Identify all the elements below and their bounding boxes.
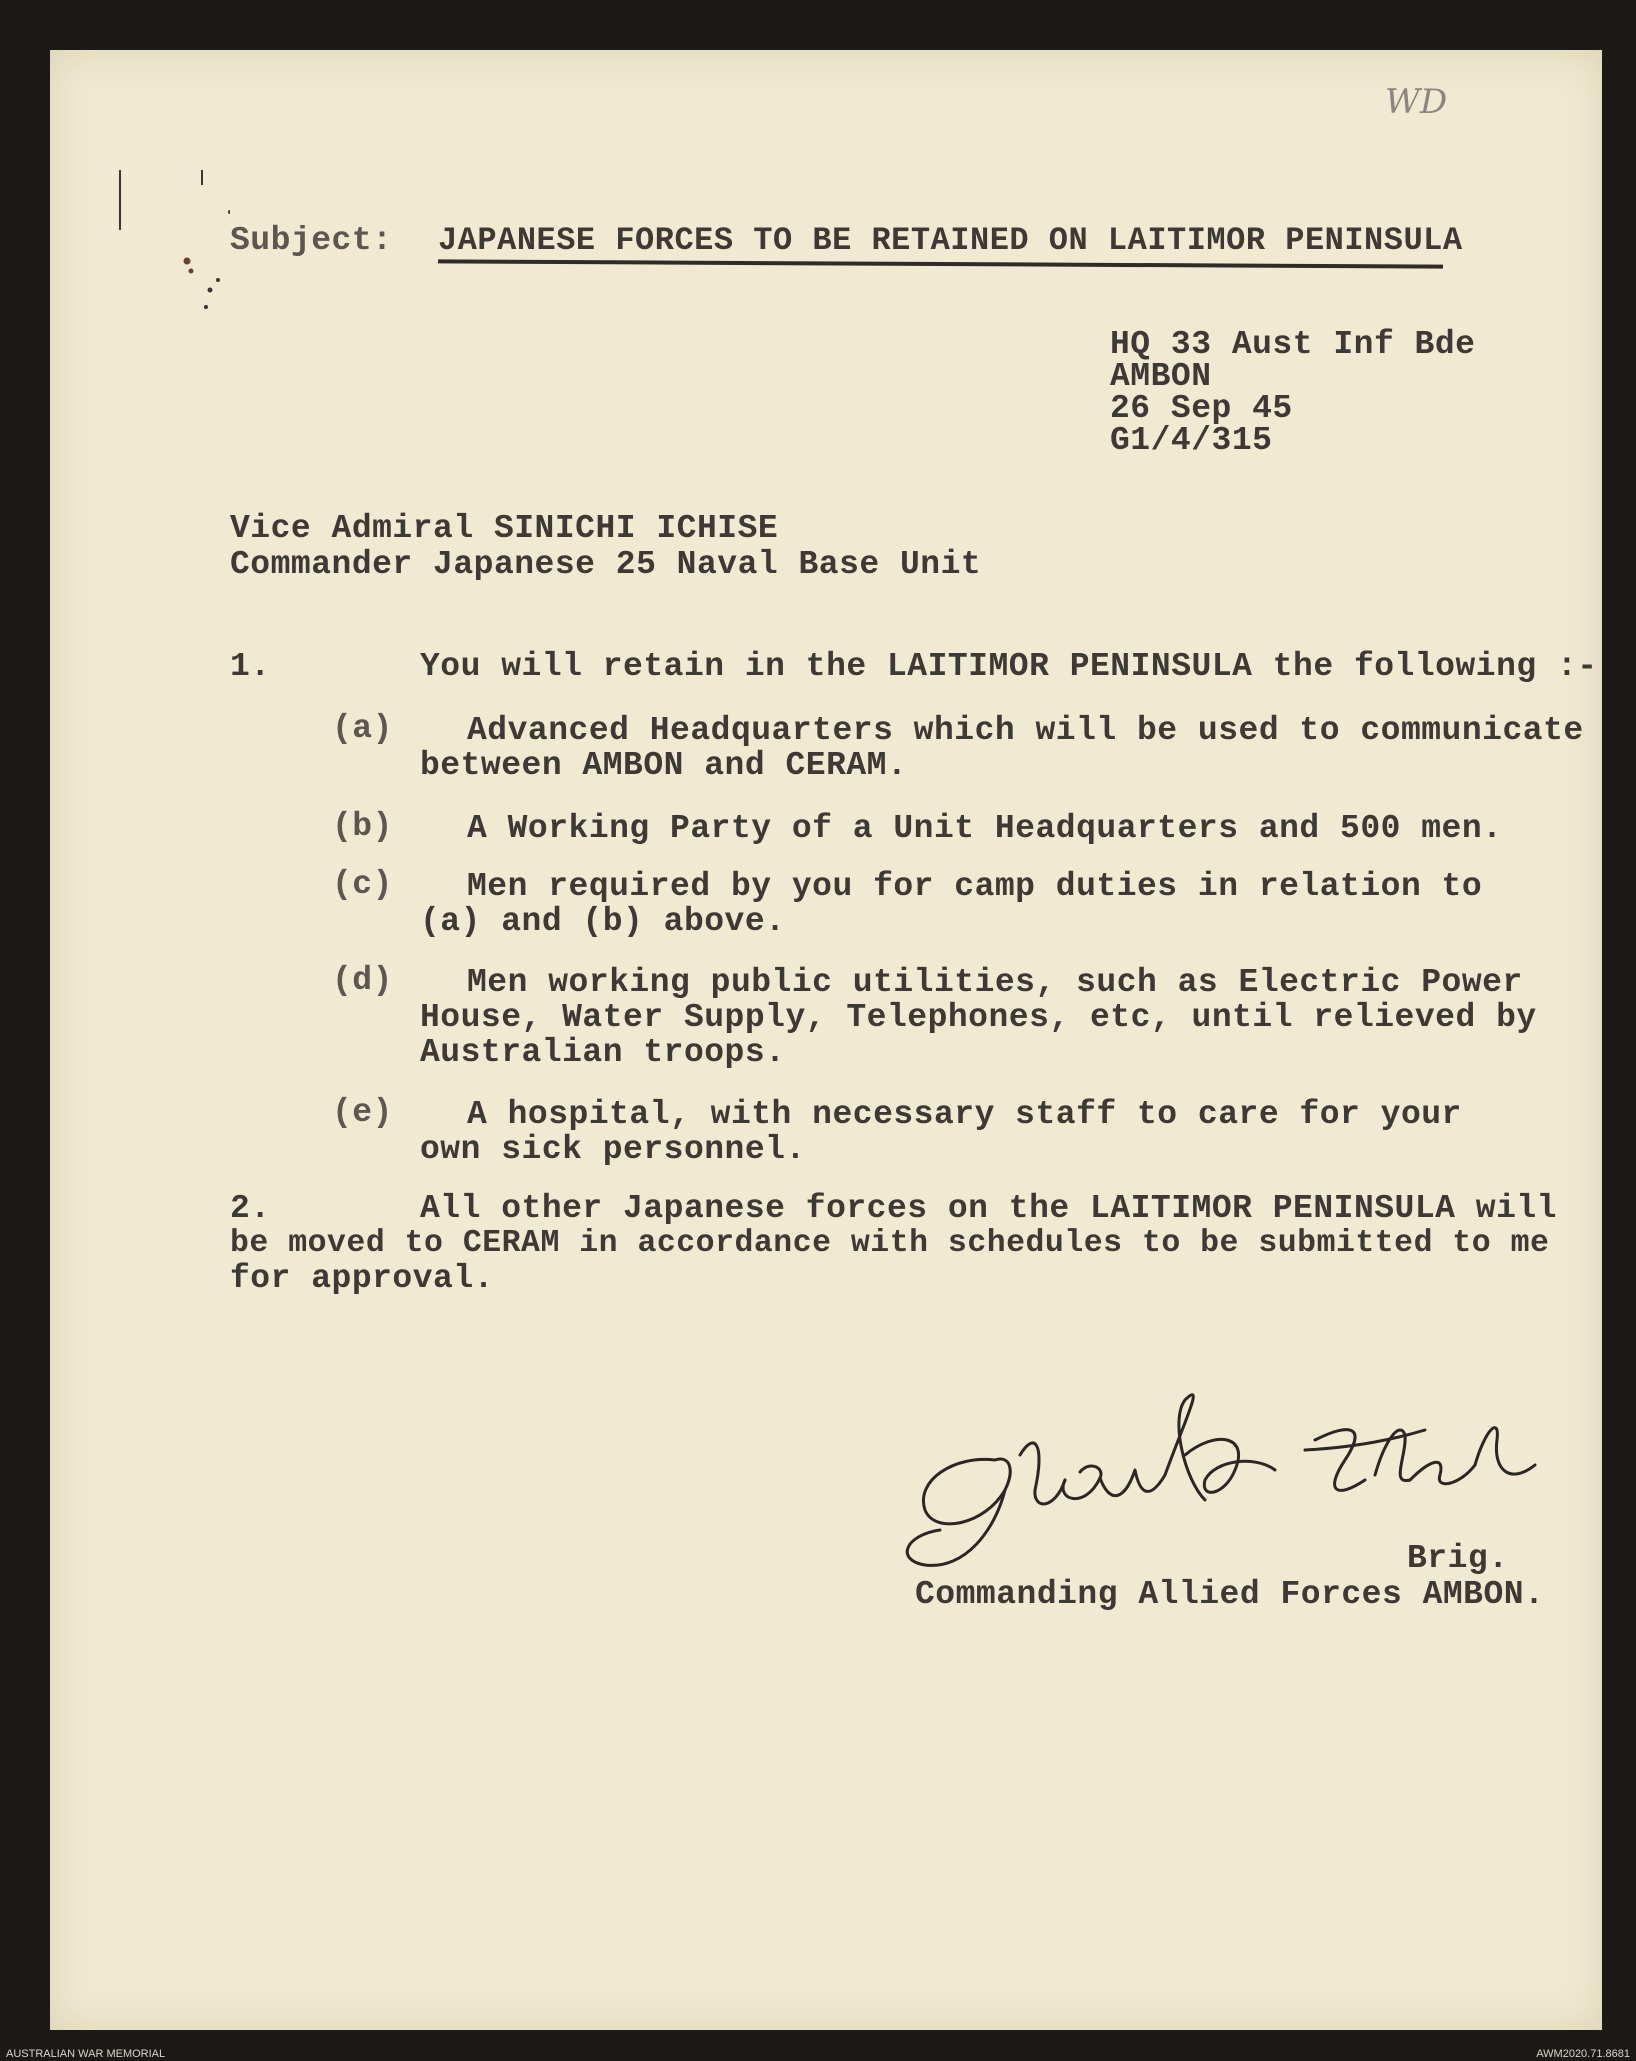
item-c-label: (c) [332, 866, 393, 903]
reference-line-location: AMBON [1110, 358, 1212, 395]
document-page [50, 50, 1602, 2030]
footer-right: AWM2020.71.8681 [1536, 2048, 1630, 2060]
para2-number: 2. [230, 1190, 271, 1227]
reference-line-date: 26 Sep 45 [1110, 390, 1293, 427]
signature-rank: Brig. [1407, 1540, 1509, 1577]
item-c-line2: (a) and (b) above. [420, 903, 786, 940]
para1-text: You will retain in the LAITIMOR PENINSULA the following :- [420, 648, 1598, 685]
item-e-line2: own sick personnel. [420, 1131, 806, 1168]
reference-line-hq: HQ 33 Aust Inf Bde [1110, 326, 1476, 363]
para2-line2: be moved to CERAM in accordance with schedules to be submitted to me [230, 1226, 1550, 1261]
signature-title: Commanding Allied Forces AMBON. [915, 1576, 1545, 1613]
footer-left: AUSTRALIAN WAR MEMORIAL [6, 2048, 166, 2060]
item-b-label: (b) [332, 808, 393, 845]
addressee-name: Vice Admiral SINICHI ICHISE [230, 510, 779, 547]
item-d-line2: House, Water Supply, Telephones, etc, until relieved by [420, 999, 1537, 1036]
subject-underline [438, 259, 1443, 268]
para2-line3: for approval. [230, 1260, 494, 1297]
para1-number: 1. [230, 648, 271, 685]
pin-marks [110, 110, 230, 330]
item-e-line1: A hospital, with necessary staff to care for your [467, 1096, 1462, 1133]
reference-line-file: G1/4/315 [1110, 422, 1273, 459]
item-a-line2: between AMBON and CERAM. [420, 747, 908, 784]
item-c-line1: Men required by you for camp duties in relation to [467, 868, 1483, 905]
subject-label: Subject: [230, 222, 393, 259]
subject-title: JAPANESE FORCES TO BE RETAINED ON LAITIMOR PENINSULA [438, 222, 1463, 259]
addressee-title: Commander Japanese 25 Naval Base Unit [230, 546, 982, 583]
item-d-line3: Australian troops. [420, 1034, 786, 1071]
item-d-label: (d) [332, 962, 393, 999]
handwritten-annotation: WD [1385, 82, 1448, 122]
item-d-line1: Men working public utilities, such as Electric Power [467, 964, 1523, 1001]
item-a-line1: Advanced Headquarters which will be used to communicate [467, 712, 1584, 749]
item-b-line1: A Working Party of a Unit Headquarters and 500 men. [467, 810, 1503, 847]
item-e-label: (e) [332, 1094, 393, 1131]
para2-line1: All other Japanese forces on the LAITIMOR PENINSULA will [420, 1190, 1557, 1227]
item-a-label: (a) [332, 710, 393, 747]
